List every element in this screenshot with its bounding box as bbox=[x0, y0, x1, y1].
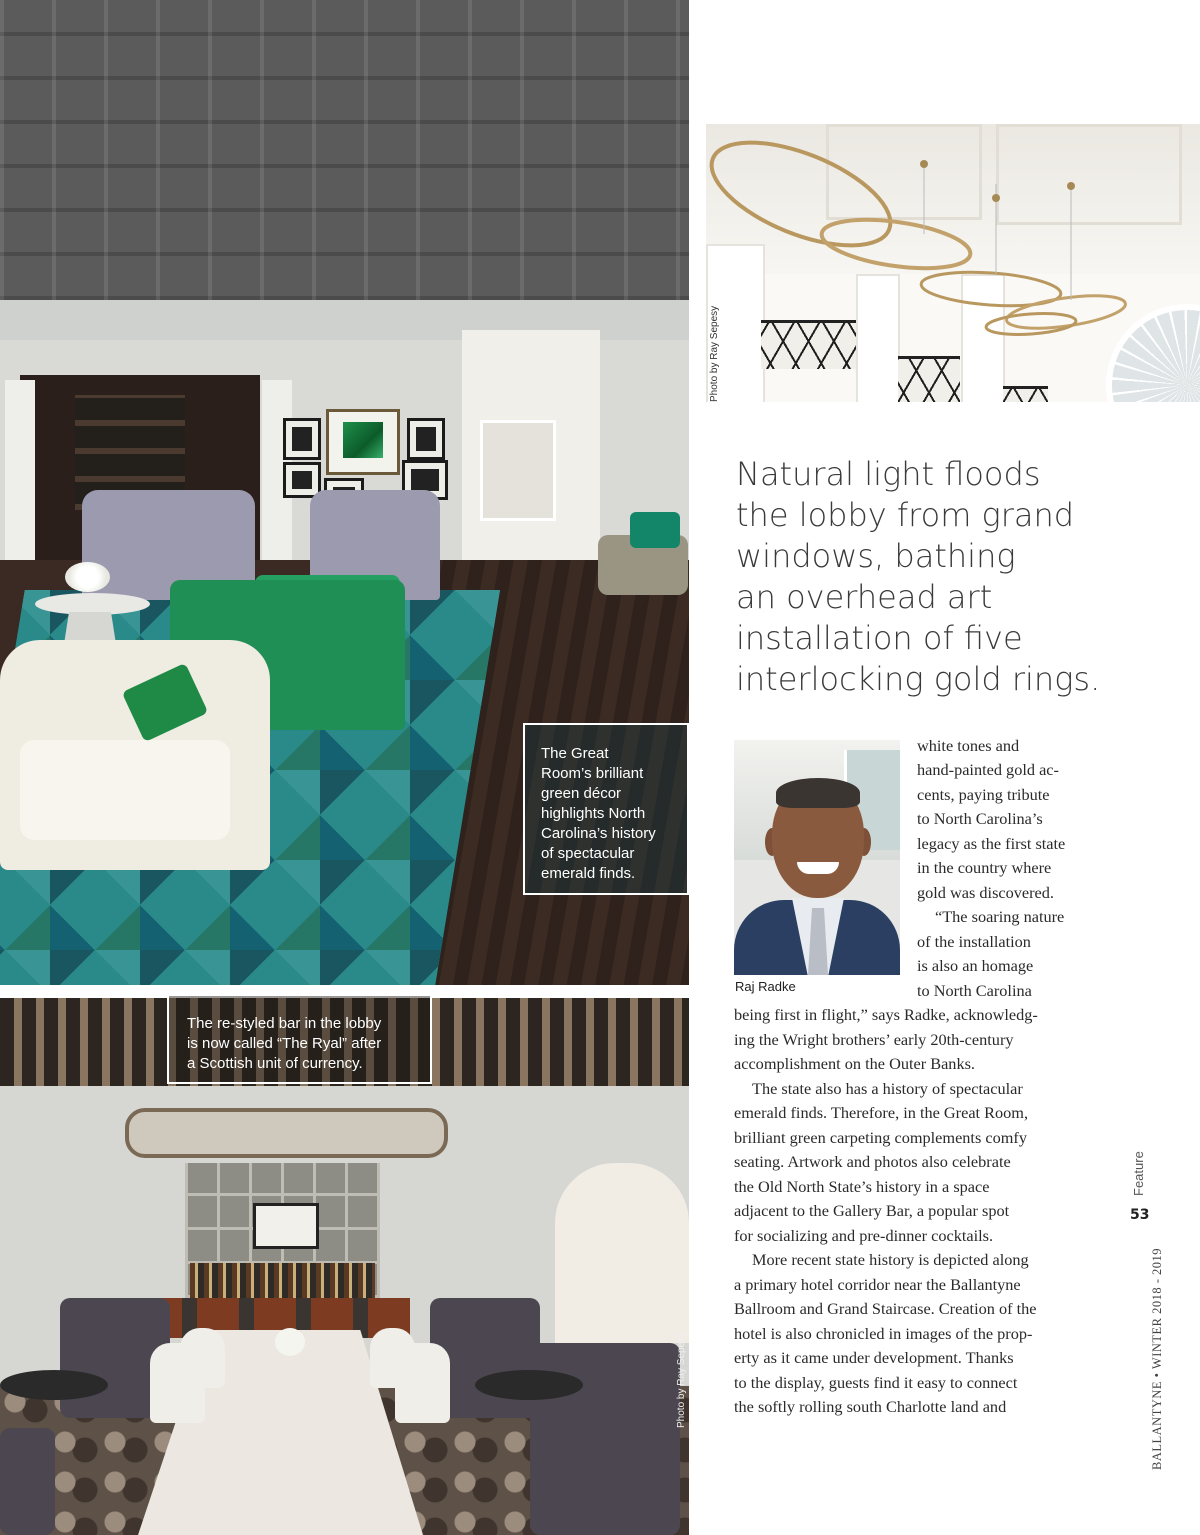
body-line: ing the Wright brothers’ early 20th-century bbox=[734, 1030, 1014, 1049]
portrait-caption: Raj Radke bbox=[735, 979, 796, 994]
gold-ring bbox=[706, 124, 904, 267]
portrait-hair bbox=[776, 778, 860, 808]
gold-ring bbox=[985, 311, 1076, 337]
body-line: The state also has a history of spectacular bbox=[752, 1079, 1023, 1098]
publication-label: BALLANTYNE • WINTER 2018 - 2019 bbox=[1150, 1247, 1164, 1470]
body-line: white tones and bbox=[917, 736, 1020, 755]
body-line: “The soaring nature bbox=[935, 907, 1065, 926]
coffered-ceiling bbox=[0, 0, 689, 300]
body-line: is also an homage bbox=[917, 956, 1034, 975]
emerald-artwork bbox=[326, 409, 400, 475]
section-label: Feature bbox=[1131, 1151, 1146, 1196]
body-line: gold was discovered. bbox=[917, 883, 1054, 902]
photo-credit-bar: Photo by Ray Sepesy bbox=[676, 1331, 687, 1428]
pull-quote-line: installation of five bbox=[736, 619, 1023, 657]
body-line: adjacent to the Gallery Bar, a popular spot bbox=[734, 1201, 1010, 1220]
page-number: 53 bbox=[1130, 1207, 1150, 1223]
round-table bbox=[0, 1370, 108, 1400]
body-line: More recent state history is depicted along bbox=[752, 1250, 1029, 1269]
caption-line: emerald finds. bbox=[541, 865, 636, 882]
caption-line: a Scottish unit of currency. bbox=[187, 1055, 363, 1072]
flower-arrangement bbox=[65, 562, 110, 592]
gold-rings-installation bbox=[706, 124, 1200, 402]
body-line: to the display, guests find it easy to connect bbox=[734, 1373, 1018, 1392]
body-line: legacy as the first state bbox=[917, 834, 1066, 853]
pull-quote-line: interlocking gold rings. bbox=[736, 660, 1101, 698]
caption-line: green décor bbox=[541, 785, 622, 802]
framed-artwork bbox=[407, 418, 445, 460]
body-line: emerald finds. Therefore, in the Great Room, bbox=[734, 1103, 1029, 1122]
flower-arrangement bbox=[275, 1328, 305, 1356]
column bbox=[5, 380, 35, 590]
portrait-smile bbox=[797, 862, 839, 874]
white-armchair-seat bbox=[20, 740, 230, 840]
far-pillow bbox=[630, 512, 680, 548]
body-line: Ballroom and Grand Staircase. Creation of the bbox=[734, 1299, 1037, 1318]
body-line: being first in flight,” says Radke, acknowledg- bbox=[734, 1005, 1038, 1024]
caption-line: highlights North bbox=[541, 805, 646, 822]
body-line: a primary hotel corridor near the Ballantyne bbox=[734, 1275, 1021, 1294]
lounge-chair bbox=[0, 1428, 55, 1535]
pull-quote-line: the lobby from grand bbox=[736, 496, 1075, 534]
body-line: the softly rolling south Charlotte land and bbox=[734, 1397, 1007, 1416]
body-line: accomplishment on the Outer Banks. bbox=[734, 1054, 975, 1073]
television bbox=[253, 1203, 319, 1249]
archway bbox=[555, 1163, 689, 1343]
pull-quote-line: an overhead art bbox=[736, 578, 993, 616]
body-line: brilliant green carpeting complements comfy bbox=[734, 1128, 1027, 1147]
bar-caption bbox=[167, 996, 432, 1084]
round-table bbox=[475, 1370, 583, 1400]
pull-quote bbox=[736, 454, 1176, 700]
body-line: to North Carolina bbox=[917, 981, 1032, 1000]
pull-quote-line: windows, bathing bbox=[736, 537, 1016, 575]
body-line: for socializing and pre-dinner cocktails. bbox=[734, 1226, 994, 1245]
caption-line: Carolina’s history bbox=[541, 825, 656, 842]
photo-credit-rings: Photo by Ray Sepesy bbox=[709, 305, 720, 402]
caption-line: The re-styled bar in the lobby bbox=[187, 1015, 382, 1032]
side-table bbox=[35, 593, 150, 615]
body-line: to North Carolina’s bbox=[917, 809, 1043, 828]
pull-quote-line: Natural light floods bbox=[736, 455, 1041, 493]
bar-canopy bbox=[125, 1108, 448, 1158]
portrait-photo bbox=[734, 740, 900, 975]
body-line: hotel is also chronicled in images of the prop- bbox=[734, 1324, 1033, 1343]
lobby-rings-photo bbox=[706, 124, 1200, 402]
body-line: hand-painted gold ac- bbox=[917, 760, 1059, 779]
caption-line: is now called “The Ryal” after bbox=[187, 1035, 382, 1052]
body-line: the Old North State’s history in a space bbox=[734, 1177, 990, 1196]
hallway-door bbox=[480, 420, 556, 521]
body-line: in the country where bbox=[917, 858, 1052, 877]
framed-artwork bbox=[283, 418, 321, 460]
body-line: erty as it came under development. Thanks bbox=[734, 1348, 1014, 1367]
dining-chair bbox=[370, 1328, 415, 1388]
caption-line: The Great bbox=[541, 745, 609, 762]
dining-chair bbox=[180, 1328, 225, 1388]
caption-line: Room’s brilliant bbox=[541, 765, 644, 782]
liquor-bottles bbox=[190, 1263, 375, 1301]
great-room-caption bbox=[523, 723, 689, 895]
caption-line: of spectacular bbox=[541, 845, 635, 862]
body-line: cents, paying tribute bbox=[917, 785, 1050, 804]
body-line: seating. Artwork and photos also celebrate bbox=[734, 1152, 1011, 1171]
body-line: of the installation bbox=[917, 932, 1031, 951]
